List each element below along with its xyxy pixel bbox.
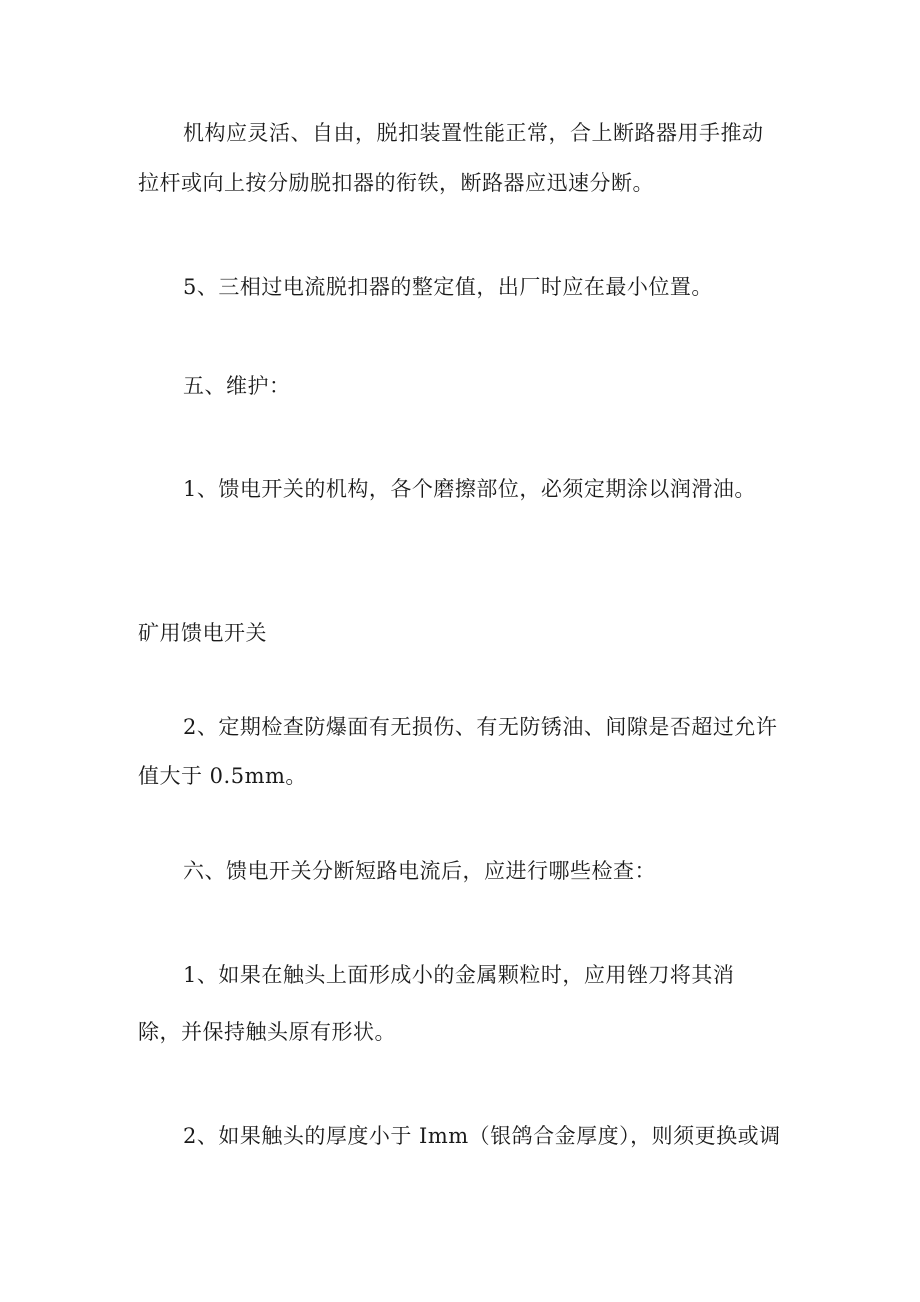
list-item-5: 5、三相过电流脱扣器的整定值，出厂时应在最小位置。 (183, 275, 713, 299)
paragraph-line: 机构应灵活、自由，脱扣装置性能正常，合上断路器用手推动 (183, 121, 764, 145)
list-item-1: 1、馈电开关的机构，各个磨擦部位，必须定期涂以润滑油。 (183, 477, 756, 501)
paragraph-line: 值大于 0.5mm。 (138, 764, 307, 788)
list-item-2: 2、如果触头的厚度小于 Imm（银鸽合金厚度），则须更换或调 (183, 1124, 781, 1148)
section-heading-inspection: 六、馈电开关分断短路电流后，应进行哪些检查： (183, 859, 656, 883)
section-heading-maintenance: 五、维护： (183, 374, 291, 398)
list-item-1: 1、如果在触头上面形成小的金属颗粒时，应用锉刀将其消 (183, 963, 735, 987)
paragraph-line: 拉杆或向上按分励脱扣器的衔铁，断路器应迅速分断。 (138, 171, 654, 195)
list-item-2: 2、定期检查防爆面有无损伤、有无防锈油、间隙是否超过允许 (183, 715, 778, 739)
paragraph-line: 除，并保持触头原有形状。 (138, 1020, 396, 1044)
section-label: 矿用馈电开关 (138, 621, 267, 645)
